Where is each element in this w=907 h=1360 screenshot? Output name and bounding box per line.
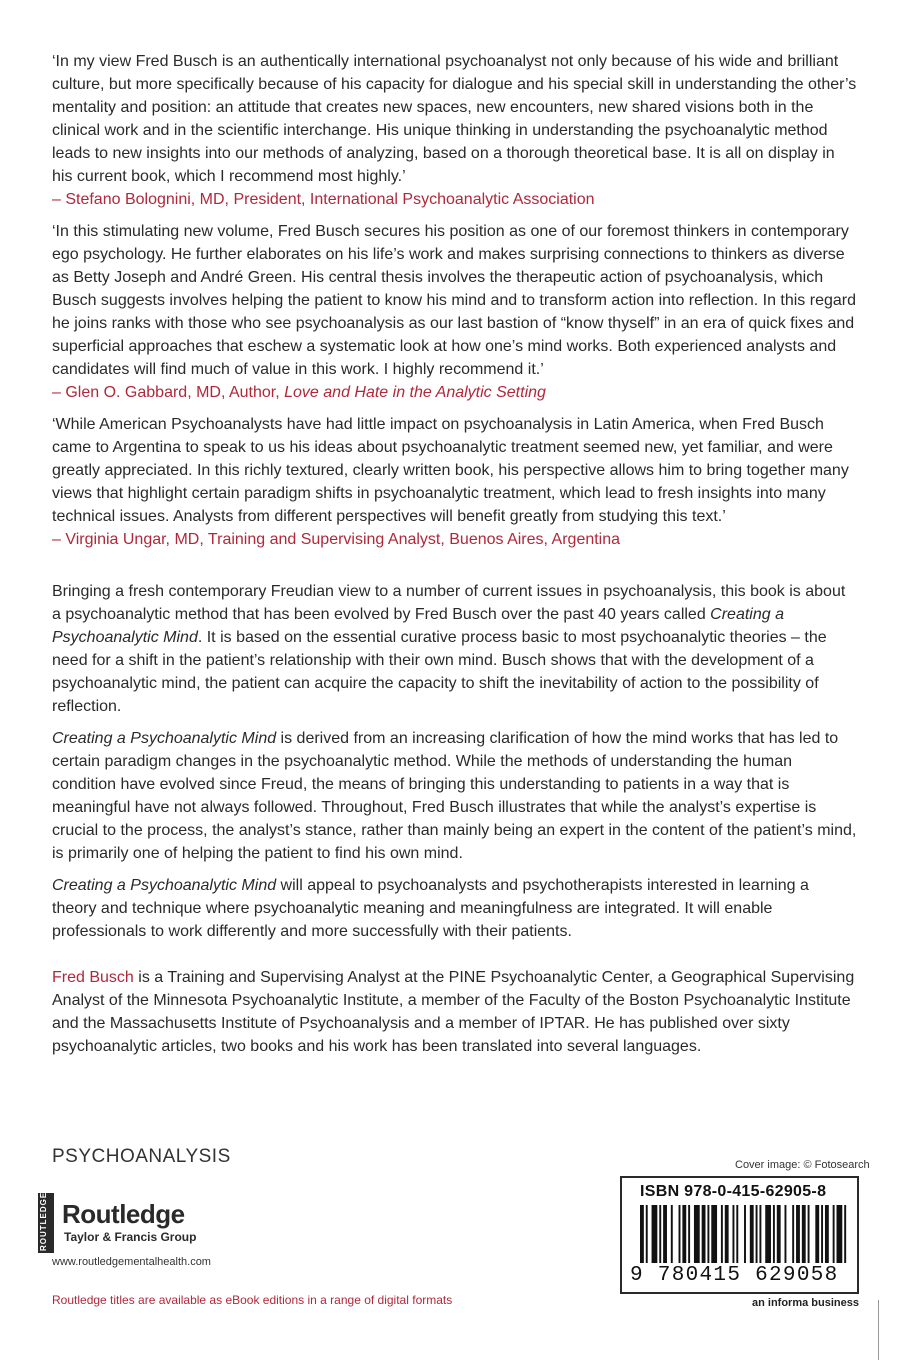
barcode-bar	[688, 1205, 690, 1263]
author-bio: Fred Busch is a Training and Supervising Analyst at the PINE Psychoanalytic Center, a Geographical Supervising Analyst of the Minnesota Psychoanalytic Institute, a member of the Faculty of the Boston Psychoanalytic Institute and the Massachusetts Institute of Psychoanalysis and a member of IPTAR. He has published over sixty psychoanalytic articles, two books and his work has been translated into several languages.	[52, 969, 855, 1055]
author-name: Fred Busch	[52, 969, 134, 986]
cover-credit: Cover image: © Fotosearch	[735, 1159, 870, 1171]
description-paragraph: Bringing a fresh contemporary Freudian view to a number of current issues in psychoanalysis, this book is about a psychoanalytic method that has been evolved by Fred Busch over the past 40 years called Creating a Psychoanalytic Mind. It is based on the essential curative process basic to most psychoanalytic theories – the need for a shift in the patient’s relationship with their own mind. Busch shows that with the development of a psychoanalytic mind, the patient can acquire the capacity to shift the inevitability of action to the possibility of reflection.	[52, 583, 846, 715]
barcode-bar	[744, 1205, 746, 1263]
endorsement-attribution	[52, 381, 857, 404]
barcode-bar	[663, 1205, 667, 1263]
barcode-bar	[756, 1205, 758, 1263]
barcode-bar	[679, 1205, 681, 1263]
barcode-bar	[659, 1205, 661, 1263]
barcode-bar	[815, 1205, 819, 1263]
description-paragraph: Creating a Psychoanalytic Mind is derived from an increasing clarification of how the mind works that has led to certain paradigm changes in the psychoanalytic method. While the methods of understanding the human condition have evolved since Freud, the means of bringing this understanding to patients in a way that is meaningful have not always followed. Throughout, Fred Busch illustrates that while the analyst’s expertise is crucial to the process, the analyst’s stance, rather than mainly being an expert in the content of the patient’s mind, is primarily one of helping the patient to find his own mind.	[52, 730, 857, 862]
barcode-bar	[736, 1205, 738, 1263]
barcode-bar	[646, 1205, 648, 1263]
routledge-logo	[38, 1193, 238, 1255]
barcode-bar	[837, 1205, 843, 1263]
attribution-book-title: Love and Hate in the Analytic Setting	[284, 384, 546, 401]
isbn-label: ISBN 978-0-415-62905-8	[640, 1183, 827, 1200]
logo-vertical-text: ROUTLEDGE	[39, 1191, 48, 1251]
barcode-bar	[777, 1205, 781, 1263]
description-paragraph: Creating a Psychoanalytic Mind will appeal to psychoanalysts and psychotherapists interested in learning a theory and technique where psychoanalytic meaning and meaningfulness are integrated. It will enable professionals to work differently and more successfully with their patients.	[52, 877, 809, 940]
ebook-note: Routledge titles are available as eBook editions in a range of digital formats	[52, 1293, 453, 1307]
barcode-bar	[652, 1205, 658, 1263]
endorsement-quote: ‘In this stimulating new volume, Fred Busch secures his position as one of our foremost thinkers in contemporary ego psychology. He further elaborates on his life’s work and makes surprising connections to thinkers as diverse as Betty Joseph and André Green. His central thesis involves the therapeutic action of psychoanalysis, which Busch suggests involves helping the patient to know his mind and to transform action into reflection. In this regard he joins ranks with those who see psychoanalysis as our last bastion of “know thyself” in an era of quick fixes and superficial approaches that eschew a systematic look at how one’s mind works. Both experienced analysts and candidates will find much of value in this work. I highly recommend it.’	[52, 223, 856, 378]
barcode-bar	[833, 1205, 835, 1263]
barcode-box	[620, 1176, 859, 1294]
barcode-bar	[721, 1205, 723, 1263]
endorsement-quote: ‘While American Psychoanalysts have had little impact on psychoanalysis in Latin America, when Fred Busch came to Argentina to speak to us his ideas about psychoanalytic treatment seemed new, yet familiar, and were greatly appreciated. In this richly textured, clearly written book, his perspective allows him to bring together many views that highlight certain paradigm shifts in psychoanalytic treatment, which lead to fresh insights into many technical issues. Analysts from different perspectives will benefit greatly from studying this text.’	[52, 416, 849, 525]
barcode-bar	[844, 1205, 846, 1263]
barcode-number: 9 780415 629058	[630, 1264, 839, 1287]
barcode-bar	[821, 1205, 823, 1263]
publisher-url[interactable]: www.routledgementalhealth.com	[52, 1256, 211, 1268]
subject-category: PSYCHOANALYSIS	[52, 1146, 231, 1167]
back-cover-text	[52, 50, 857, 1067]
attribution-author: – Glen O. Gabbard, MD, Author,	[52, 384, 285, 401]
barcode-bar	[759, 1205, 761, 1263]
endorsement-attribution: – Virginia Ungar, MD, Training and Supervising Analyst, Buenos Aires, Argentina	[52, 531, 621, 548]
barcode-bar	[825, 1205, 829, 1263]
barcode-bar	[808, 1205, 810, 1263]
barcode-bar	[711, 1205, 717, 1263]
barcode-bar	[732, 1205, 734, 1263]
barcode-bar	[640, 1205, 644, 1263]
barcode-bar	[702, 1205, 706, 1263]
trim-mark	[878, 1300, 879, 1360]
barcode-bar	[796, 1205, 800, 1263]
barcode-bar	[802, 1205, 806, 1263]
barcode-bar	[765, 1205, 771, 1263]
barcode-bar	[694, 1205, 700, 1263]
endorsement-quote: ‘In my view Fred Busch is an authentically international psychoanalyst not only because of his wide and brilliant culture, but more specifically because of his capacity for dialogue and his special skill in understanding the other’s mentality and position: an attitude that creates new spaces, new encounters, new shared visions both in the clinical work and in the scientific interchange. His unique thinking in understanding the psychoanalytic method leads to new insights into our methods of analyzing, based on a thorough theoretical base. It is all on display in his current book, which I recommend most highly.’	[52, 53, 857, 185]
publisher-name: Routledge	[62, 1199, 185, 1229]
barcode-bar	[671, 1205, 673, 1263]
barcode-bar	[773, 1205, 775, 1263]
barcode-bar	[792, 1205, 794, 1263]
barcode-bar	[725, 1205, 729, 1263]
barcode-bar	[682, 1205, 686, 1263]
barcode-bar	[707, 1205, 709, 1263]
barcode	[640, 1205, 850, 1263]
barcode-bar	[750, 1205, 754, 1263]
publisher-group: Taylor & Francis Group	[64, 1230, 197, 1244]
endorsement-attribution: – Stefano Bolognini, MD, President, International Psychoanalytic Association	[52, 191, 595, 208]
informa-tagline: an informa business	[752, 1297, 859, 1309]
barcode-bar	[784, 1205, 786, 1263]
